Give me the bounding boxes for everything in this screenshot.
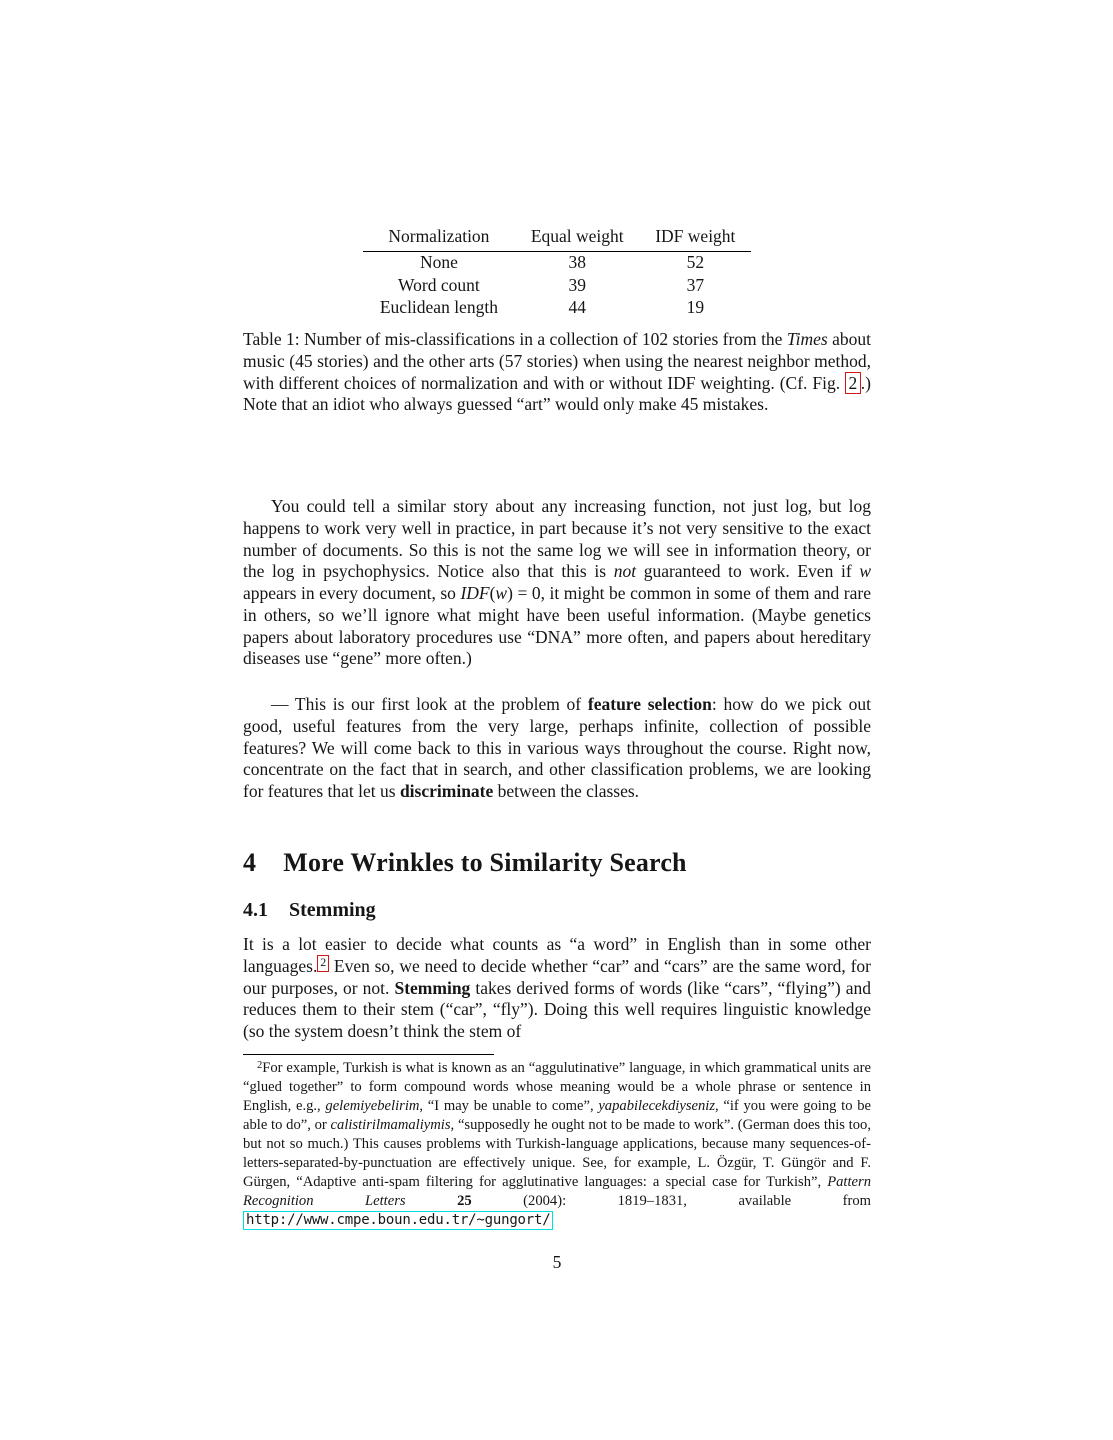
footnote-text: , “I may be unable to come”,	[419, 1098, 599, 1114]
body-text: ) = 0, it might be common in some of them and rare in others, so we’ll ignore what might have been useful information. (Maybe genetics papers about laboratory procedures use “DNA” more often, and papers about hereditary diseases use “gene” more often.)	[243, 583, 871, 669]
bold-stemming: Stemming	[394, 977, 471, 998]
footnote-text: , “if you were going to be able to do”, or	[243, 1098, 871, 1133]
subsection-title: Stemming	[289, 899, 376, 921]
math-variable-w: w	[859, 561, 872, 582]
footnote-marker: 2	[257, 1060, 263, 1071]
footnote-italic-turkish-word: yapabilecekdiyseniz	[598, 1098, 716, 1114]
math-idf: IDF	[460, 583, 490, 603]
table-row	[363, 297, 751, 320]
paragraph-log-discussion	[243, 496, 871, 670]
table-header-equal-weight: Equal weight	[530, 226, 624, 246]
caption-times-italic: Times	[786, 329, 828, 349]
footnote-rule	[243, 1054, 494, 1055]
body-text-italic: not	[613, 561, 637, 582]
table-header-normalization: Normalization	[388, 226, 490, 246]
section-heading	[243, 847, 871, 879]
table1-wrap	[243, 226, 871, 319]
footnote-italic-turkish-word: calistirilmamaliymis	[330, 1117, 451, 1133]
footnote-text: For example, Turkish is what is known as an “aggulutinative” language, in which grammatical units are “glued together” to form compound words whose meaning would be a whole phrase or sentence in English, e.g.,	[243, 1060, 871, 1114]
section-number: 4	[243, 848, 257, 877]
table-row	[363, 251, 751, 274]
footnote-2	[243, 1059, 871, 1230]
footnote-text: , “supposedly he ought not to be made to work”. (German does this too, but not so much.) This causes problems with Turkish-language applications, because many sequences-of-letters-separated-by-punctuation are effectively unique. See, for example, L. Özgür, T. Güngör and F. Gürgen, “Adaptive anti-spam filtering for agglutinative languages: a special case for Turkish”,	[243, 1117, 871, 1190]
footnote-italic-turkish-word: gelemiyebelirim	[325, 1098, 420, 1114]
caption-text: .) Note that an idiot who always guessed “art” would only make 45 mistakes.	[243, 372, 871, 415]
body-text: — This is our first look at the problem of	[271, 694, 588, 714]
caption-text: Table 1: Number of mis-classifications in a collection of 102 stories from the	[243, 329, 787, 349]
table-cell: 44	[568, 297, 586, 317]
table-cell: 39	[568, 274, 586, 295]
body-text: appears in every document, so	[243, 583, 461, 603]
bold-feature-selection: feature selection	[587, 694, 712, 714]
body-text: between the classes.	[493, 781, 640, 801]
table-cell: 37	[686, 274, 705, 295]
table-header-idf-weight: IDF weight	[655, 226, 736, 246]
table-cell: None	[419, 252, 458, 272]
body-text: takes derived forms of words (like “cars”, “flying”) and reduces them to their stem (“car”, “fly”). Doing this well requires linguistic knowledge (so the system doesn’t think the stem of	[243, 977, 872, 1041]
table-cell: 19	[686, 297, 705, 317]
body-text: guaranteed to work. Even if	[636, 561, 860, 582]
table-cell: 52	[686, 252, 705, 272]
subsection-number: 4.1	[243, 899, 268, 921]
table-cell: Word count	[398, 274, 480, 295]
bold-discriminate: discriminate	[399, 781, 494, 801]
table-row	[363, 274, 751, 297]
footnote-journal-title: Pattern Recognition Letters	[243, 1174, 871, 1209]
table1-caption	[243, 329, 871, 416]
url-link[interactable]: http://www.cmpe.boun.edu.tr/~gungort/	[243, 1211, 553, 1230]
body-text: You could tell a similar story about any increasing function, not just log, but log happens to work very well in practice, in part because it’s not very sensitive to the exact number of documents. So this is not the same log we will see in information theory, or the log in psychophysics. Notice also that this is	[243, 496, 871, 582]
body-text: : how do we pick out good, useful features from the very large, perhaps infinite, collection of possible features? We will come back to this in various ways throughout the course. Right now, concentrate on the fact that in search, and other classification problems, we are looking for features that let us	[243, 694, 871, 801]
table-cell: 38	[568, 252, 586, 272]
footnote-text	[406, 1193, 458, 1209]
math-variable-w: w	[495, 583, 508, 603]
body-text: (	[489, 583, 496, 603]
footnote-text: (2004): 1819–1831, available from	[471, 1193, 871, 1209]
section-title: More Wrinkles to Similarity Search	[283, 848, 687, 877]
figure2-reference-link[interactable]: 2	[845, 372, 861, 394]
body-text: Even so, we need to decide whether “car” and “cars” are the same word, for our purposes, or not.	[243, 955, 871, 998]
footnote2-reference-link[interactable]: 2	[317, 955, 329, 972]
body-text: It is a lot easier to decide what counts as “a word” in English than in some other languages.	[243, 934, 871, 976]
paragraph-stemming	[243, 934, 871, 1043]
text-block	[243, 0, 871, 1440]
page-number: 5	[552, 1252, 562, 1272]
footnote2-reference	[317, 955, 329, 972]
subsection-heading	[243, 897, 871, 923]
table-header-row	[363, 226, 751, 251]
footnote-volume-number: 25	[457, 1193, 472, 1209]
results-table	[363, 226, 751, 319]
caption-text: about music (45 stories) and the other arts (57 stories) when using the nearest neighbor method, with different choices of normalization and with or without IDF weighting. (Cf. Fig.	[243, 329, 871, 393]
paragraph-feature-selection	[243, 694, 871, 803]
table-cell: Euclidean length	[379, 297, 498, 317]
